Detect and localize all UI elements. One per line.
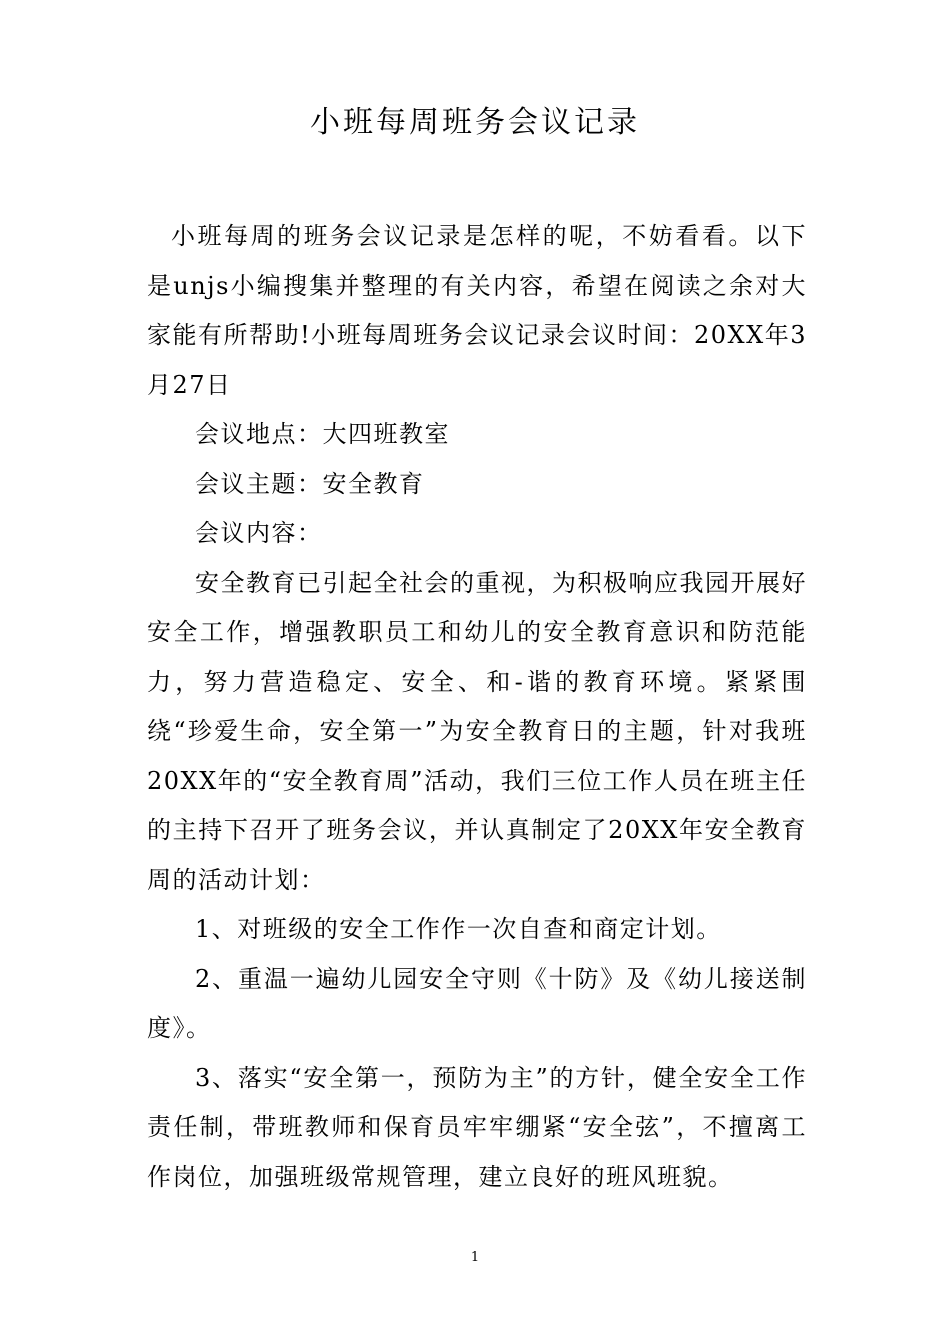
meeting-content-heading: 会议内容：	[195, 519, 323, 547]
page-number: 1	[470, 1250, 480, 1265]
meeting-location: 会议地点：大四班教室	[195, 420, 450, 448]
document-body	[147, 212, 807, 1202]
list-item: 1、对班级的安全工作作一次自查和商定计划。	[195, 915, 722, 943]
meeting-topic: 会议主题：安全教育	[195, 469, 425, 498]
list-item: 2、重温一遍幼儿园安全守则《十防》及《幼儿接送制度》。	[147, 964, 807, 1042]
intro-paragraph: 小班每周的班务会议记录是怎样的呢，不妨看看。以下是unjs小编搜集并整理的有关内容，希望在阅读之余对大家能有所帮助!小班每周班务会议记录会议时间：20XX年3月27日	[147, 222, 807, 399]
content-paragraph: 安全教育已引起全社会的重视，为积极响应我园开展好安全工作，增强教职员工和幼儿的安全教育意识和防范能力，努力营造稳定、安全、和-谐的教育环境。紧紧围绕“珍爱生命，安全第一”为安全教育日的主题，针对我班20XX年的“安全教育周”活动，我们三位工作人员在班主任的主持下召开了班务会议，并认真制定了20XX年安全教育周的活动计划：	[147, 568, 807, 894]
document-title: 小班每周班务会议记录	[310, 105, 640, 140]
list-item: 3、落实“安全第一，预防为主”的方针，健全安全工作责任制，带班教师和保育员牢牢绷紧“安全弦”，不擅离工作岗位，加强班级常规管理，建立良好的班风班貌。	[147, 1063, 807, 1191]
